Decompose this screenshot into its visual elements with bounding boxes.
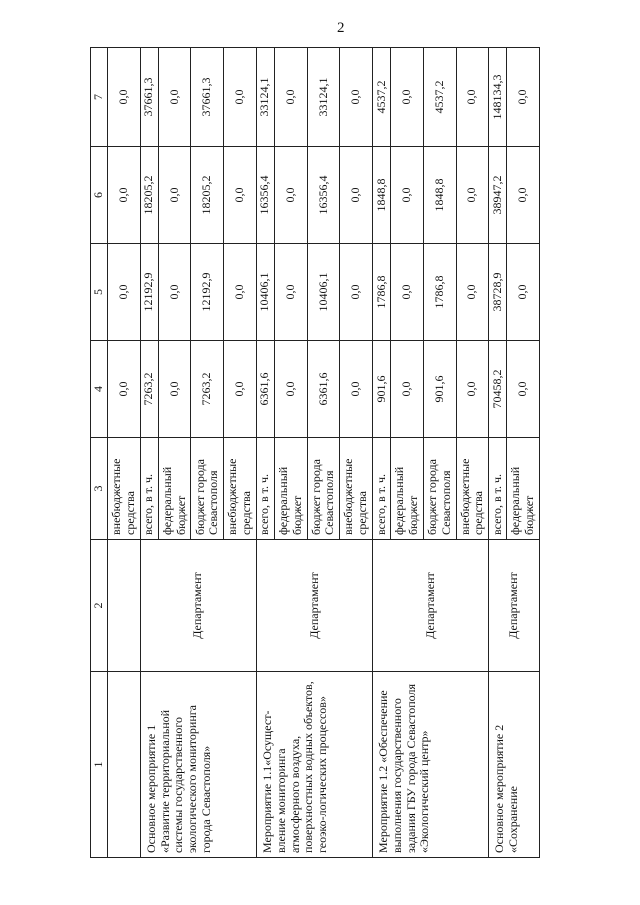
- value-cell: 0,0: [340, 341, 373, 438]
- value-cell: 0,0: [108, 147, 141, 244]
- funding-source: федеральный бюджет: [391, 438, 424, 540]
- value-cell: 0,0: [507, 244, 540, 341]
- value-cell: 33124,1: [256, 48, 274, 147]
- value-cell: 0,0: [274, 341, 307, 438]
- value-cell: 148134,3: [489, 48, 507, 147]
- value-cell: 0,0: [224, 341, 257, 438]
- header-cell: 3: [91, 438, 108, 540]
- value-cell: 0,0: [391, 48, 424, 147]
- funding-source: внебюджетные средства: [224, 438, 257, 540]
- value-cell: 10406,1: [307, 244, 340, 341]
- value-cell: 0,0: [391, 244, 424, 341]
- value-cell: 1786,8: [373, 244, 391, 341]
- value-cell: 1848,8: [373, 147, 391, 244]
- responsible-dept: Департамент: [373, 540, 489, 672]
- header-cell: 6: [91, 147, 108, 244]
- value-cell: 38947,2: [489, 147, 507, 244]
- value-cell: 7263,2: [140, 341, 158, 438]
- value-cell: 0,0: [340, 244, 373, 341]
- funding-source: внебюджетные средства: [340, 438, 373, 540]
- header-cell: 7: [91, 48, 108, 147]
- value-cell: 1786,8: [423, 244, 456, 341]
- header-cell: 1: [91, 672, 108, 858]
- value-cell: 37661,3: [191, 48, 224, 147]
- table-row: [489, 48, 507, 858]
- funding-source: федеральный бюджет: [274, 438, 307, 540]
- value-cell: 0,0: [391, 341, 424, 438]
- value-cell: 7263,2: [191, 341, 224, 438]
- table-row: [256, 48, 274, 858]
- funding-source: внебюджетные средства: [108, 438, 141, 540]
- funding-source: федеральный бюджет: [507, 438, 540, 540]
- value-cell: 10406,1: [256, 244, 274, 341]
- value-cell: 0,0: [158, 244, 191, 341]
- value-cell: 0,0: [224, 48, 257, 147]
- header-cell: 4: [91, 341, 108, 438]
- value-cell: 70458,2: [489, 341, 507, 438]
- value-cell: 12192,9: [191, 244, 224, 341]
- value-cell: 4537,2: [373, 48, 391, 147]
- funding-source: бюджет города Севастополя: [191, 438, 224, 540]
- value-cell: 901,6: [423, 341, 456, 438]
- value-cell: 18205,2: [191, 147, 224, 244]
- table-row: [140, 48, 158, 858]
- value-cell: 6361,6: [307, 341, 340, 438]
- value-cell: 0,0: [456, 244, 489, 341]
- responsible-dept: Департамент: [256, 540, 372, 672]
- value-cell: 16356,4: [256, 147, 274, 244]
- value-cell: 6361,6: [256, 341, 274, 438]
- measure-name: Мероприятие 1.1«Осущест-вление мониторинга атмосферного воздуха, поверхностных водных объектов, геоэко-логических процессов»: [256, 672, 372, 858]
- responsible-dept: Департамент: [489, 540, 540, 672]
- value-cell: 33124,1: [307, 48, 340, 147]
- value-cell: 38728,9: [489, 244, 507, 341]
- value-cell: 0,0: [456, 341, 489, 438]
- value-cell: 0,0: [158, 341, 191, 438]
- value-cell: 0,0: [224, 147, 257, 244]
- header-cell: 5: [91, 244, 108, 341]
- value-cell: 0,0: [108, 48, 141, 147]
- value-cell: 901,6: [373, 341, 391, 438]
- table-row: [108, 48, 141, 858]
- value-cell: 18205,2: [140, 147, 158, 244]
- measure-name: Мероприятие 1.2 «Обеспечение выполнения государственного задания ГБУ города Севастополя «Экологический центр»: [373, 672, 489, 858]
- funding-source: бюджет города Севастополя: [307, 438, 340, 540]
- funding-source: внебюджетные средства: [456, 438, 489, 540]
- value-cell: 0,0: [507, 147, 540, 244]
- value-cell: 16356,4: [307, 147, 340, 244]
- value-cell: 0,0: [391, 147, 424, 244]
- value-cell: 0,0: [507, 48, 540, 147]
- funding-source: всего, в т. ч.: [489, 438, 507, 540]
- funding-source: всего, в т. ч.: [373, 438, 391, 540]
- value-cell: 4537,2: [423, 48, 456, 147]
- value-cell: 0,0: [456, 147, 489, 244]
- page-number: 2: [337, 20, 345, 36]
- value-cell: 0,0: [158, 48, 191, 147]
- value-cell: 0,0: [274, 48, 307, 147]
- value-cell: 37661,3: [140, 48, 158, 147]
- value-cell: 0,0: [274, 244, 307, 341]
- value-cell: 12192,9: [140, 244, 158, 341]
- value-cell: 0,0: [340, 48, 373, 147]
- value-cell: 0,0: [456, 48, 489, 147]
- funding-source: бюджет города Севастополя: [423, 438, 456, 540]
- header-cell: 2: [91, 540, 108, 672]
- value-cell: 0,0: [158, 147, 191, 244]
- value-cell: 0,0: [108, 244, 141, 341]
- budget-table: [90, 47, 540, 858]
- funding-source: всего, в т. ч.: [140, 438, 158, 540]
- value-cell: 1848,8: [423, 147, 456, 244]
- empty-cell: [108, 540, 141, 672]
- header-row: [91, 48, 108, 858]
- measure-name: Основное мероприятие 1 «Развитие территориальной системы государственного экологического мониторинга города Севастополя»: [140, 672, 256, 858]
- value-cell: 0,0: [108, 341, 141, 438]
- value-cell: 0,0: [274, 147, 307, 244]
- measure-name: Основное мероприятие 2 «Сохранение: [489, 672, 540, 858]
- table-row: [373, 48, 391, 858]
- rotated-table-container: [90, 48, 540, 858]
- value-cell: 0,0: [224, 244, 257, 341]
- funding-source: всего, в т. ч.: [256, 438, 274, 540]
- value-cell: 0,0: [340, 147, 373, 244]
- empty-cell: [108, 672, 141, 858]
- responsible-dept: Департамент: [140, 540, 256, 672]
- value-cell: 0,0: [507, 341, 540, 438]
- funding-source: федеральный бюджет: [158, 438, 191, 540]
